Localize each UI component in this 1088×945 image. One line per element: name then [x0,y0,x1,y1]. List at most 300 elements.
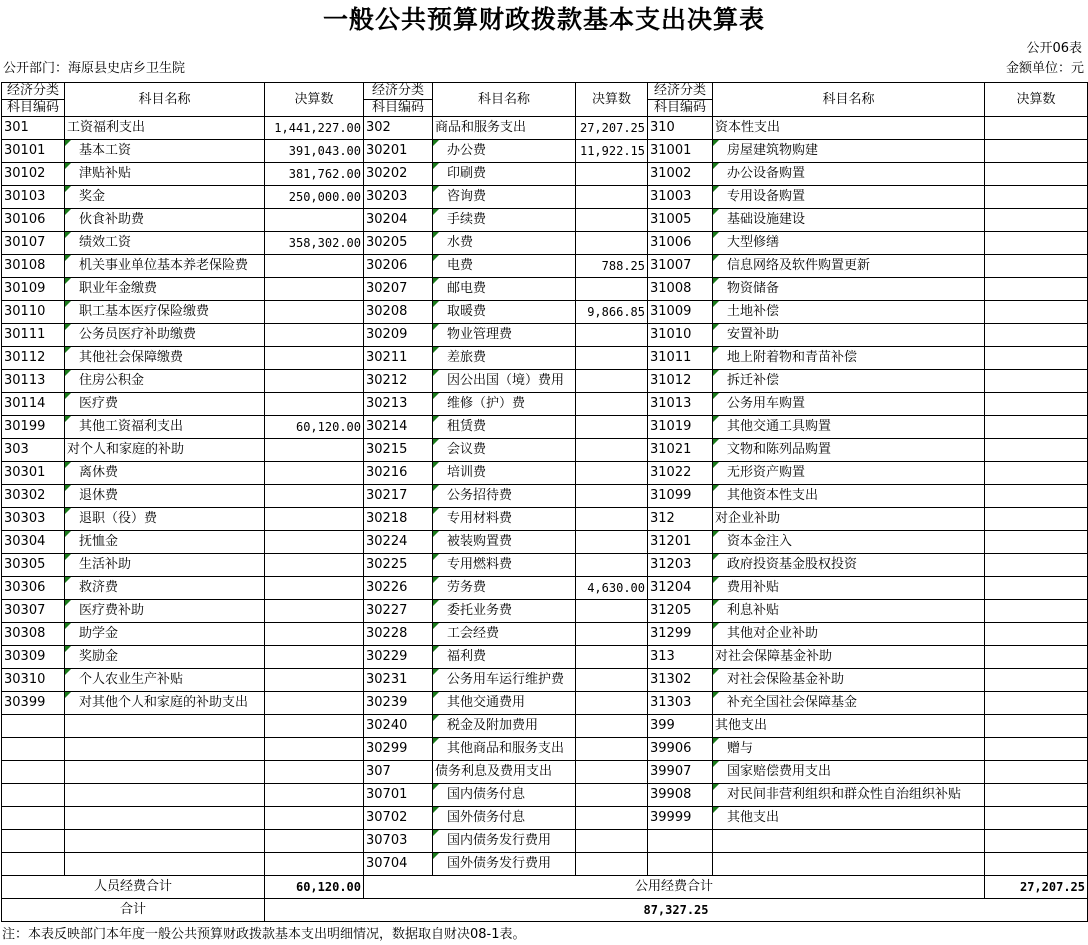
subject-name-cell: 职工基本医疗保险缴费 [65,301,265,324]
personnel-total-label: 人员经费合计 [2,876,265,899]
subject-code-cell: 31201 [648,531,713,554]
amount-cell [265,485,364,508]
subject-code-cell [2,761,65,784]
subject-code-cell: 31002 [648,163,713,186]
amount-cell [265,439,364,462]
amount-cell [576,738,648,761]
amount-cell [985,531,1088,554]
subject-code-cell: 30231 [364,669,433,692]
amount-cell [265,738,364,761]
subject-name-cell: 办公费 [433,140,576,163]
subject-code-cell: 30307 [2,600,65,623]
amount-cell [985,554,1088,577]
amount-cell [576,761,648,784]
table-row [2,738,1088,761]
subject-code-cell: 30112 [2,347,65,370]
expenditure-table [1,82,1088,922]
subject-name-cell: 文物和陈列品购置 [713,439,985,462]
table-row [2,255,1088,278]
amount-cell [985,232,1088,255]
subject-name-cell: 补充全国社会保障基金 [713,692,985,715]
table-row [2,163,1088,186]
subject-code-cell: 30399 [2,692,65,715]
subject-code-cell: 30102 [2,163,65,186]
amount-cell [265,577,364,600]
subject-code-cell [2,807,65,830]
amount-cell [576,278,648,301]
table-row [2,301,1088,324]
subject-code-header: 科目编码 [364,100,433,117]
amount-cell [985,416,1088,439]
subject-code-cell: 30207 [364,278,433,301]
subject-code-cell: 30199 [2,416,65,439]
subject-code-cell: 30239 [364,692,433,715]
amount-cell: 60,120.00 [265,416,364,439]
subject-name-cell: 国内债务付息 [433,784,576,807]
subject-code-cell: 31012 [648,370,713,393]
subject-code-cell: 30301 [2,462,65,485]
subject-name-cell: 会议费 [433,439,576,462]
amount-cell: 788.25 [576,255,648,278]
subject-code-cell: 30213 [364,393,433,416]
subject-name-cell: 培训费 [433,462,576,485]
amount-cell [265,623,364,646]
table-row [2,669,1088,692]
subject-code-cell: 30309 [2,646,65,669]
amount-cell [985,186,1088,209]
subject-name-header: 科目名称 [433,83,576,117]
amount-cell: 391,043.00 [265,140,364,163]
amount-cell [985,761,1088,784]
amount-cell [985,347,1088,370]
subject-name-cell: 对其他个人和家庭的补助支出 [65,692,265,715]
subject-code-cell: 31008 [648,278,713,301]
subject-name-cell: 委托业务费 [433,600,576,623]
subject-code-cell: 30701 [364,784,433,807]
subject-name-cell: 手续费 [433,209,576,232]
subtotal-row [2,876,1088,899]
subject-code-cell: 30208 [364,301,433,324]
subject-code-cell: 30212 [364,370,433,393]
amount-cell: 27,207.25 [576,117,648,140]
subject-name-cell: 费用补贴 [713,577,985,600]
subject-name-cell: 公务用车运行维护费 [433,669,576,692]
amount-cell [985,577,1088,600]
subject-name-cell: 劳务费 [433,577,576,600]
amount-cell [985,163,1088,186]
amount-cell [985,117,1088,140]
subject-code-cell: 30209 [364,324,433,347]
amount-cell [265,692,364,715]
amount-cell [985,508,1088,531]
subject-code-cell: 30106 [2,209,65,232]
subject-code-cell: 30218 [364,508,433,531]
amount-cell [576,807,648,830]
subject-code-cell: 31205 [648,600,713,623]
subject-name-cell: 工会经费 [433,623,576,646]
subject-name-cell: 基础设施建设 [713,209,985,232]
subject-name-cell: 津贴补贴 [65,163,265,186]
amount-cell [576,209,648,232]
amount-cell [265,646,364,669]
amount-unit-label: 金额单位：元 [1005,61,1084,76]
subject-name-cell: 取暖费 [433,301,576,324]
amount-cell [265,462,364,485]
econ-class-header: 经济分类 [364,83,433,100]
subject-name-cell: 资本性支出 [713,117,985,140]
subject-name-cell: 物资储备 [713,278,985,301]
subject-code-cell: 31007 [648,255,713,278]
amount-header: 决算数 [985,83,1088,117]
amount-cell [265,600,364,623]
amount-cell [576,370,648,393]
amount-cell: 358,302.00 [265,232,364,255]
amount-cell [985,370,1088,393]
personnel-total-value: 60,120.00 [265,876,364,899]
subject-name-cell: 住房公积金 [65,370,265,393]
subject-code-cell: 39906 [648,738,713,761]
subject-code-cell: 30107 [2,232,65,255]
subject-name-cell: 物业管理费 [433,324,576,347]
subject-code-cell: 30305 [2,554,65,577]
subject-code-cell: 312 [648,508,713,531]
table-row [2,209,1088,232]
subject-code-cell: 30240 [364,715,433,738]
amount-cell [265,347,364,370]
subject-name-cell: 公务员医疗补助缴费 [65,324,265,347]
table-row [2,577,1088,600]
subject-name-cell: 专用材料费 [433,508,576,531]
subject-name-cell: 公务招待费 [433,485,576,508]
subject-name-cell: 印刷费 [433,163,576,186]
subject-code-cell: 302 [364,117,433,140]
subject-name-cell: 房屋建筑物购建 [713,140,985,163]
subject-name-cell: 对企业补助 [713,508,985,531]
form-number: 公开06表 [1026,41,1082,56]
subject-code-cell: 301 [2,117,65,140]
table-row [2,692,1088,715]
subject-code-cell: 31009 [648,301,713,324]
amount-cell [985,439,1088,462]
subject-name-cell [713,853,985,876]
subject-name-cell: 土地补偿 [713,301,985,324]
subject-code-cell: 30114 [2,393,65,416]
subject-code-cell: 30109 [2,278,65,301]
subject-name-cell: 国内债务发行费用 [433,830,576,853]
subject-code-cell: 30203 [364,186,433,209]
subject-name-cell: 助学金 [65,623,265,646]
subject-code-cell: 30310 [2,669,65,692]
subject-name-cell: 机关事业单位基本养老保险费 [65,255,265,278]
amount-cell [576,186,648,209]
subject-code-cell: 30214 [364,416,433,439]
amount-cell [985,462,1088,485]
subject-code-cell: 31005 [648,209,713,232]
subject-code-cell: 303 [2,439,65,462]
subject-code-cell: 31021 [648,439,713,462]
subject-code-cell: 30704 [364,853,433,876]
amount-cell [985,623,1088,646]
subject-name-cell: 其他支出 [713,715,985,738]
subject-name-cell: 赠与 [713,738,985,761]
subject-code-cell: 30304 [2,531,65,554]
subject-name-cell: 专用燃料费 [433,554,576,577]
subject-name-cell: 税金及附加费用 [433,715,576,738]
amount-cell [265,209,364,232]
subject-code-cell: 31204 [648,577,713,600]
subject-name-cell: 利息补贴 [713,600,985,623]
subject-name-cell: 退职（役）费 [65,508,265,531]
amount-cell [265,669,364,692]
subject-code-cell: 399 [648,715,713,738]
subject-name-cell: 其他支出 [713,807,985,830]
amount-cell [576,347,648,370]
amount-cell [576,393,648,416]
amount-cell: 11,922.15 [576,140,648,163]
subject-code-cell [2,738,65,761]
subject-code-cell [2,715,65,738]
amount-cell: 1,441,227.00 [265,117,364,140]
subject-name-cell: 国家赔偿费用支出 [713,761,985,784]
subject-code-header: 科目编码 [2,100,65,117]
subject-name-cell: 维修（护）费 [433,393,576,416]
subject-code-cell: 30103 [2,186,65,209]
table-row [2,830,1088,853]
amount-cell [265,324,364,347]
amount-cell [576,416,648,439]
subject-code-cell: 39907 [648,761,713,784]
subject-code-cell: 30216 [364,462,433,485]
amount-cell [265,255,364,278]
amount-cell [985,485,1088,508]
subject-name-cell: 奖金 [65,186,265,209]
subject-name-cell [713,830,985,853]
subject-name-header: 科目名称 [713,83,985,117]
amount-header: 决算数 [576,83,648,117]
subject-name-cell: 无形资产购置 [713,462,985,485]
subject-code-cell [2,853,65,876]
public-total-value: 27,207.25 [985,876,1088,899]
table-row [2,140,1088,163]
table-row [2,370,1088,393]
subject-code-cell: 30229 [364,646,433,669]
table-row [2,807,1088,830]
subject-name-cell: 离休费 [65,462,265,485]
amount-cell [265,278,364,301]
table-row [2,853,1088,876]
subject-code-cell: 31303 [648,692,713,715]
subject-name-cell: 商品和服务支出 [433,117,576,140]
amount-cell [265,301,364,324]
subject-name-cell: 工资福利支出 [65,117,265,140]
amount-cell [265,830,364,853]
amount-cell [985,646,1088,669]
grand-total-label: 合计 [2,899,265,922]
subject-name-cell: 因公出国（境）费用 [433,370,576,393]
subject-name-cell: 地上附着物和青苗补偿 [713,347,985,370]
subject-name-cell: 救济费 [65,577,265,600]
subject-name-cell: 其他对企业补助 [713,623,985,646]
table-row [2,761,1088,784]
subject-code-cell [648,830,713,853]
subject-name-cell [65,807,265,830]
econ-class-header: 经济分类 [2,83,65,100]
econ-class-header: 经济分类 [648,83,713,100]
subject-name-cell: 奖励金 [65,646,265,669]
subject-name-cell: 政府投资基金股权投资 [713,554,985,577]
amount-cell [576,692,648,715]
subject-code-cell: 30204 [364,209,433,232]
table-row [2,600,1088,623]
subject-code-cell: 31011 [648,347,713,370]
subject-code-cell: 30110 [2,301,65,324]
subject-name-cell: 其他资本性支出 [713,485,985,508]
amount-cell: 9,866.85 [576,301,648,324]
subject-name-cell: 咨询费 [433,186,576,209]
subject-name-cell: 对社会保障基金补助 [713,646,985,669]
public-total-label: 公用经费合计 [364,876,985,899]
subject-name-cell: 公务用车购置 [713,393,985,416]
amount-cell [985,255,1088,278]
subject-name-cell [65,830,265,853]
amount-cell [576,669,648,692]
amount-cell [576,830,648,853]
subject-code-cell: 39999 [648,807,713,830]
subject-name-cell: 国外债务发行费用 [433,853,576,876]
subject-name-cell: 退休费 [65,485,265,508]
amount-cell [265,370,364,393]
subject-code-cell: 30113 [2,370,65,393]
subject-name-cell: 其他社会保障缴费 [65,347,265,370]
amount-cell [265,761,364,784]
subject-name-header: 科目名称 [65,83,265,117]
amount-cell [985,301,1088,324]
subject-name-cell: 医疗费 [65,393,265,416]
amount-cell [576,784,648,807]
grand-total-row [2,899,1088,922]
table-row [2,232,1088,255]
amount-cell [985,278,1088,301]
subject-name-cell: 福利费 [433,646,576,669]
subject-name-cell: 生活补助 [65,554,265,577]
subject-code-cell: 30306 [2,577,65,600]
subject-code-cell: 30228 [364,623,433,646]
subject-name-cell: 抚恤金 [65,531,265,554]
subject-code-cell: 31022 [648,462,713,485]
subject-code-cell: 30101 [2,140,65,163]
table-row [2,508,1088,531]
subject-code-cell: 31013 [648,393,713,416]
amount-cell [576,462,648,485]
subject-code-cell: 31010 [648,324,713,347]
table-row [2,485,1088,508]
amount-cell [985,692,1088,715]
subject-code-cell: 30308 [2,623,65,646]
subject-code-cell: 31019 [648,416,713,439]
subject-name-cell: 其他交通费用 [433,692,576,715]
table-row [2,416,1088,439]
amount-cell [985,738,1088,761]
header-row-1 [2,83,1088,100]
subject-name-cell [65,853,265,876]
subject-name-cell [65,784,265,807]
amount-cell [985,209,1088,232]
amount-cell [985,600,1088,623]
subject-code-cell: 307 [364,761,433,784]
subject-name-cell: 其他商品和服务支出 [433,738,576,761]
subject-name-cell: 资本金注入 [713,531,985,554]
subject-code-cell: 30299 [364,738,433,761]
amount-cell [985,324,1088,347]
subject-code-cell: 30206 [364,255,433,278]
table-row [2,324,1088,347]
subject-name-cell: 邮电费 [433,278,576,301]
amount-header: 决算数 [265,83,364,117]
subject-code-cell: 30205 [364,232,433,255]
amount-cell [576,600,648,623]
amount-cell [265,508,364,531]
subject-name-cell: 拆迁补偿 [713,370,985,393]
amount-cell [576,439,648,462]
subject-name-cell: 安置补助 [713,324,985,347]
table-row [2,554,1088,577]
footnote: 注：本表反映部门本年度一般公共预算财政拨款基本支出明细情况，数据取自财决08-1表。 [2,927,526,942]
subject-code-cell: 30224 [364,531,433,554]
table-row [2,347,1088,370]
subject-code-cell: 31099 [648,485,713,508]
amount-cell [985,853,1088,876]
amount-cell [985,393,1088,416]
amount-cell: 250,000.00 [265,186,364,209]
table-row [2,439,1088,462]
table-row [2,646,1088,669]
department-label: 公开部门：海原县史店乡卫生院 [3,61,186,76]
amount-cell [985,140,1088,163]
amount-cell [576,485,648,508]
amount-cell [576,163,648,186]
subject-code-cell: 30108 [2,255,65,278]
subject-code-cell: 31001 [648,140,713,163]
amount-cell [576,853,648,876]
subject-code-cell [2,830,65,853]
table-row [2,531,1088,554]
amount-cell [576,623,648,646]
amount-cell [985,807,1088,830]
subject-code-cell: 30303 [2,508,65,531]
subject-name-cell: 信息网络及软件购置更新 [713,255,985,278]
subject-name-cell: 对民间非营利组织和群众性自治组织补贴 [713,784,985,807]
subject-name-cell: 对社会保险基金补助 [713,669,985,692]
page-title: 一般公共预算财政拨款基本支出决算表 [322,5,765,34]
subject-code-cell: 39908 [648,784,713,807]
subject-code-cell: 30703 [364,830,433,853]
amount-cell [265,393,364,416]
subject-code-cell: 30226 [364,577,433,600]
subject-code-cell: 30202 [364,163,433,186]
subject-name-cell: 电费 [433,255,576,278]
amount-cell [985,669,1088,692]
subject-name-cell: 职业年金缴费 [65,278,265,301]
amount-cell [576,531,648,554]
subject-name-cell: 办公设备购置 [713,163,985,186]
subject-code-cell: 30702 [364,807,433,830]
grand-total-value: 87,327.25 [265,899,1088,922]
amount-cell: 4,630.00 [576,577,648,600]
subject-code-cell: 30227 [364,600,433,623]
amount-cell [265,853,364,876]
subject-code-cell: 30211 [364,347,433,370]
subject-name-cell: 被装购置费 [433,531,576,554]
